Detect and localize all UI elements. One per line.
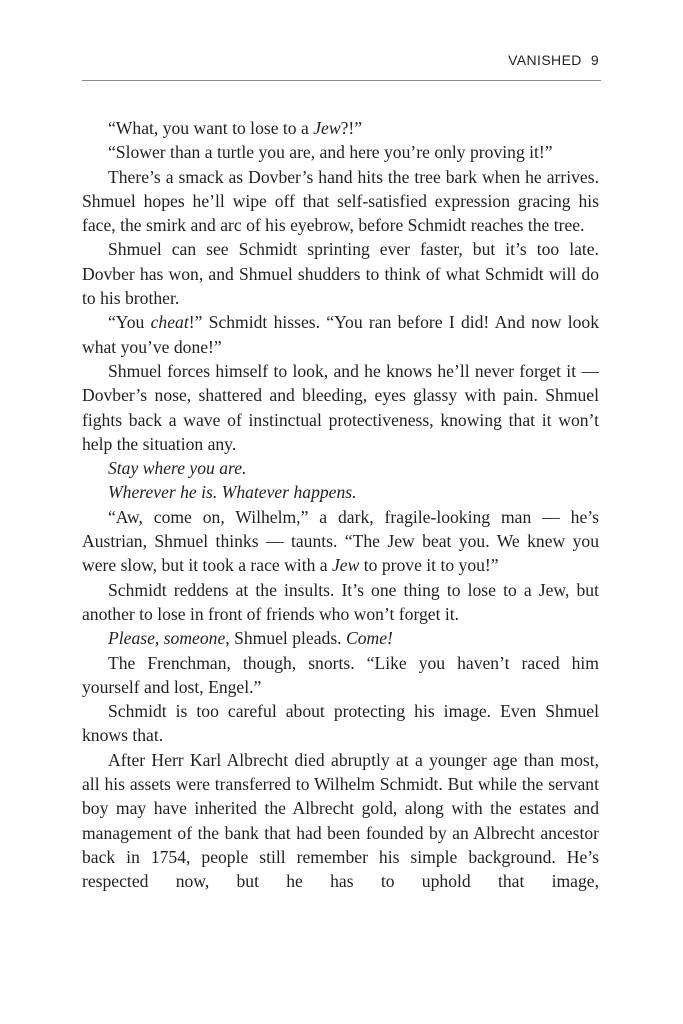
text-run: “What, you want to lose to a [108, 118, 314, 138]
paragraph [82, 456, 599, 480]
page-number: 9 [590, 52, 599, 68]
header-rule [82, 80, 601, 81]
italic-text: Jew [331, 555, 360, 576]
text-run: ?!” [340, 118, 363, 138]
italic-text: Wherever he is. Whatever happens. [108, 482, 357, 503]
text-run: !” Schmidt hisses. “You ran before I did! And now look what you’ve done!” [82, 312, 599, 357]
body-text [82, 116, 599, 894]
text-run: There’s a smack as Dovber’s hand hits the tree bark when he arrives. Shmuel hopes he’ll wipe off that self-satisfied expression gracing his face, the smirk and arc of his eyebrow, before Schmidt reaches the tree. [82, 166, 599, 236]
text-run: Shmuel forces himself to look, and he knows he’ll never forget it — Dovber’s nose, shattered and bleeding, eyes glassy with pain. Shmuel fights back a wave of instinctual protectiveness, knowing that it won’t help the situation any. [82, 360, 599, 454]
paragraph [82, 140, 599, 164]
paragraph [82, 237, 599, 310]
italic-text: Come! [345, 628, 393, 649]
paragraph [82, 699, 599, 748]
italic-text: Stay where you are. [108, 458, 247, 479]
paragraph [82, 165, 599, 238]
text-run: The Frenchman, though, snorts. “Like you haven’t raced him yourself and lost, Engel.” [82, 652, 599, 697]
text-run: “Slower than a turtle you are, and here you’re only proving it!” [108, 142, 553, 163]
paragraph [82, 310, 599, 359]
text-run: Schmidt is too careful about protecting his image. Even Shmuel knows that. [82, 701, 599, 746]
running-head [508, 52, 599, 68]
italic-text: cheat [150, 312, 189, 333]
paragraph [82, 116, 599, 140]
book-title: VANISHED [508, 52, 582, 68]
italic-text: Jew [313, 118, 341, 138]
paragraph [82, 359, 599, 456]
paragraph [82, 578, 599, 627]
italic-text: Please, someone [108, 628, 226, 649]
text-run: , Shmuel pleads. [225, 628, 346, 649]
paragraph [82, 626, 599, 650]
paragraph [82, 480, 599, 504]
paragraph [82, 505, 599, 578]
text-run: “Aw, come on, Wilhelm,” a dark, fragile-looking man — he’s Austrian, Shmuel thinks — taunts. “The Jew beat you. We knew you were slow, but it took a race with a [82, 506, 599, 576]
text-run: Schmidt reddens at the insults. It’s one thing to lose to a Jew, but another to lose in front of friends who won’t forget it. [82, 579, 599, 624]
paragraph [82, 748, 599, 894]
paragraph [82, 651, 599, 700]
text-run: to prove it to you!” [359, 555, 499, 576]
text-run: “You [108, 312, 151, 333]
text-run: After Herr Karl Albrecht died abruptly at a younger age than most, all his assets were transferred to Wilhelm Schmidt. But while the servant boy may have inherited the Albrecht gold, along with the estates and management of the bank that had been founded by an Albrecht ancestor back in 1754, people still remember his simple background. He’s respected now, but he has to uphold that image, [82, 749, 599, 892]
text-run: Shmuel can see Schmidt sprinting ever faster, but it’s too late. Dovber has won, and Shmuel shudders to think of what Schmidt will do to his brother. [82, 239, 599, 309]
